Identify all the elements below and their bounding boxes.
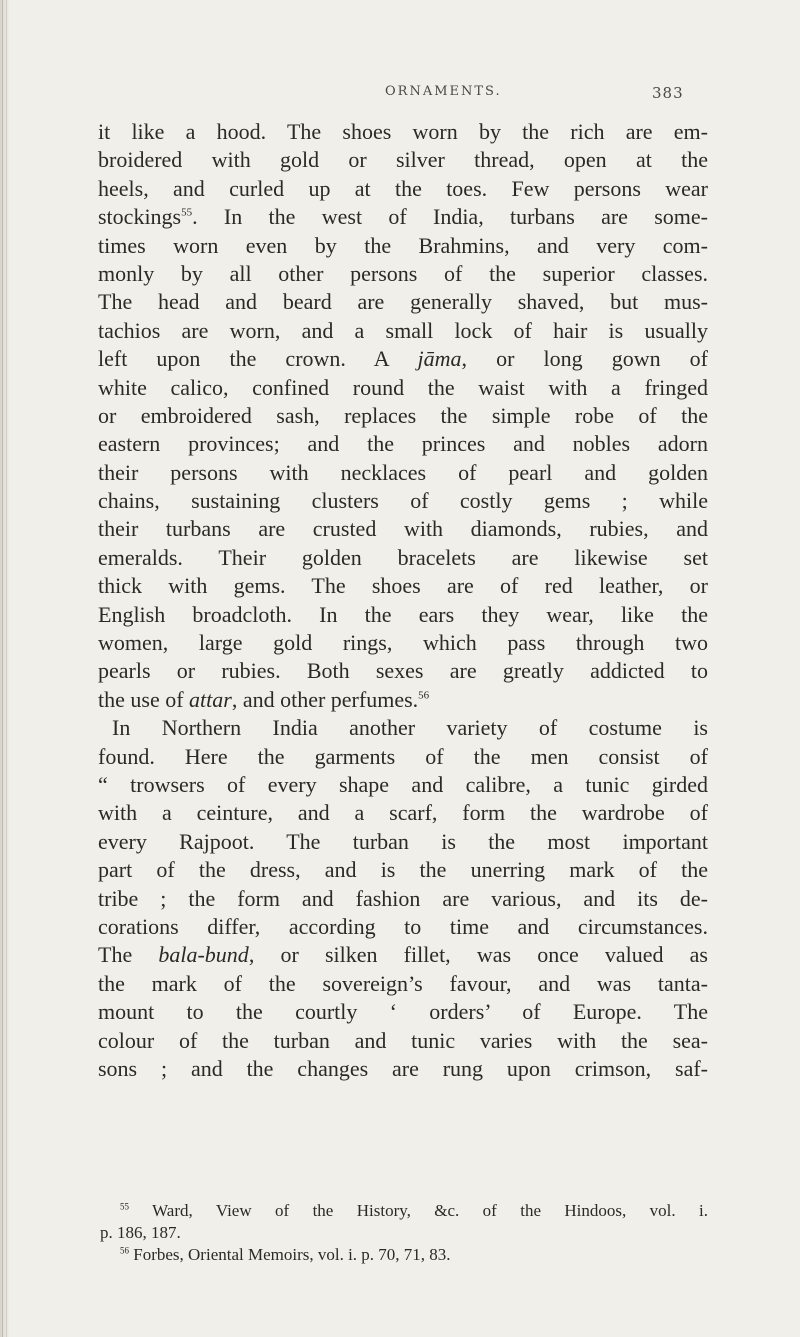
text-line: times worn even by the Brahmins, and very com-: [98, 232, 708, 258]
gutter-rule: [2, 0, 3, 1337]
footnote: $^{56}$ Forbes, Oriental Memoirs, vol. i. p. 70, 71, 83.: [120, 1245, 451, 1264]
text-line: their persons with necklaces of pearl and golden: [98, 459, 708, 485]
text-line: “ trowsers of every shape and calibre, a tunic girded: [98, 771, 708, 797]
text-line: the mark of the sovereign’s favour, and was tanta-: [98, 970, 708, 996]
text-line: women, large gold rings, which pass through two: [98, 630, 708, 656]
text-line: the use of attar, and other perfumes.$^{56}$: [98, 686, 430, 712]
text-line: tribe ; the form and fashion are various, and its de-: [98, 885, 708, 911]
text-line: sons ; and the changes are rung upon crimson, saf-: [98, 1055, 708, 1081]
footnote: $^{55}$ Ward, View of the History, &c. of the Hindoos, vol. i.: [120, 1201, 708, 1220]
text-line: left upon the crown. A jāma, or long gown of: [98, 346, 708, 372]
footnote-number: 55: [120, 1201, 129, 1212]
text-line: colour of the turban and tunic varies with the sea-: [98, 1027, 708, 1053]
text-line: tachios are worn, and a small lock of hair is usually: [98, 317, 708, 343]
text-line: every Rajpoot. The turban is the most important: [98, 828, 708, 854]
footnote-ref: 55: [181, 206, 193, 219]
text-line: it like a hood. The shoes worn by the rich are em-: [98, 119, 708, 144]
text-line: part of the dress, and is the unerring mark of the: [98, 857, 708, 883]
footnote-continuation: p. 186, 187.: [100, 1223, 181, 1242]
italic-term: jāma: [417, 346, 462, 372]
text-line: with a ceinture, and a scarf, form the wardrobe of: [98, 800, 708, 826]
italic-term: attar: [189, 686, 232, 712]
text-line: In Northern India another variety of costume is: [112, 715, 708, 741]
text-line: eastern provinces; and the princes and nobles adorn: [98, 431, 708, 457]
body-text: [98, 118, 708, 1083]
italic-term: bala-bund: [158, 942, 249, 968]
text-line: heels, and curled up at the toes. Few persons wear: [98, 175, 708, 201]
footnotes: [100, 1200, 708, 1266]
text-line: stockings$^{55}$. In the west of India, turbans are some-: [98, 204, 708, 230]
text-line: pearls or rubies. Both sexes are greatly addicted to: [98, 658, 708, 684]
page-header: [0, 84, 800, 108]
text-line: monly by all other persons of the superior classes.: [98, 260, 708, 286]
footnote-ref: 56: [418, 689, 430, 702]
text-line: found. Here the garments of the men consist of: [98, 743, 708, 769]
running-head: ORNAMENTS.: [385, 84, 502, 99]
text-line: The head and beard are generally shaved, but mus-: [98, 289, 708, 315]
text-line: corations differ, according to time and circumstances.: [98, 913, 708, 939]
text-line: chains, sustaining clusters of costly gems ; while: [98, 488, 708, 514]
text-line: their turbans are crusted with diamonds, rubies, and: [98, 516, 708, 542]
text-line: white calico, confined round the waist with a fringed: [98, 374, 708, 400]
text-line: mount to the courtly ‘ orders’ of Europe. The: [98, 999, 708, 1025]
text-line: thick with gems. The shoes are of red leather, or: [98, 573, 708, 599]
text-line: emeralds. Their golden bracelets are likewise set: [98, 544, 708, 570]
text-line: broidered with gold or silver thread, open at the: [98, 147, 708, 173]
text-line: English broadcloth. In the ears they wear, like the: [98, 601, 708, 627]
footnote-number: 56: [120, 1245, 129, 1256]
text-line: or embroidered sash, replaces the simple robe of the: [98, 402, 708, 428]
page-number: 383: [652, 84, 684, 102]
text-line: The bala-bund, or silken fillet, was once valued as: [98, 942, 708, 968]
gutter-rule: [6, 0, 7, 1337]
